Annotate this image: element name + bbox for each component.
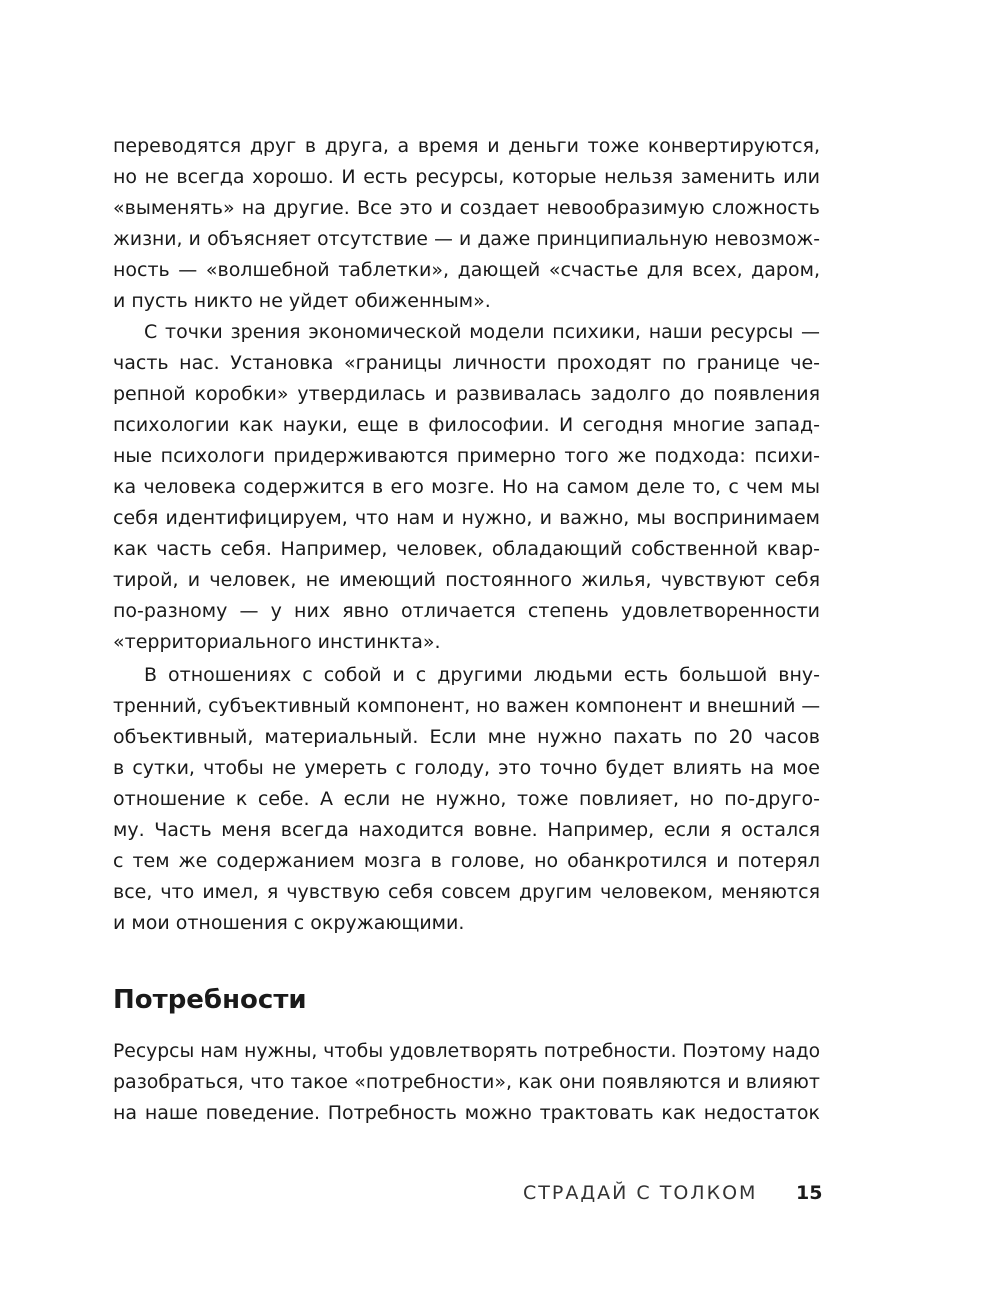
text-line: В отношениях с собой и с другими людьми есть большой вну- [144, 664, 820, 686]
text-line: все, что имел, я чувствую себя совсем другим человеком, меняются [113, 881, 820, 903]
text-line: Ресурсы нам нужны, чтобы удовлетворять потребности. Поэтому надо [113, 1041, 820, 1062]
text-line: тренний, субъективный компонент, но важен компонент и внешний — [113, 696, 820, 717]
text-line: как часть себя. Например, человек, обладающий собственной квар- [113, 538, 820, 560]
text-line: и пусть никто не уйдет обиженным». [113, 290, 491, 312]
text-line: но не всегда хорошо. И есть ресурсы, которые нельзя заменить или [113, 166, 820, 188]
section-heading: Потребности [113, 985, 307, 1015]
text-line: тирой, и человек, не имеющий постоянного жилья, чувствуют себя [113, 569, 820, 591]
text-line: с тем же содержанием мозга в голове, но обанкротился и потерял [113, 850, 820, 872]
text-line: ность — «волшебной таблетки», дающей «счастье для всех, даром, [113, 259, 820, 281]
text-line: себя идентифицируем, что нам и нужно, и важно, мы воспринимаем [113, 507, 820, 529]
paragraph-1 [113, 131, 820, 317]
section-paragraph [113, 1036, 820, 1129]
paragraph-2 [113, 317, 820, 658]
page-number: 15 [796, 1182, 823, 1204]
text-line: и мои отношения с окружающими. [113, 912, 465, 934]
paragraph-3 [113, 660, 820, 939]
text-line: на наше поведение. Потребность можно трактовать как недостаток [113, 1102, 820, 1124]
text-line: С точки зрения экономической модели психики, наши ресурсы — [144, 321, 820, 343]
text-line: по-разному — у них явно отличается степень удовлетворенности [113, 600, 820, 622]
text-line: отношение к себе. А если не нужно, тоже повлияет, но по-друго- [113, 788, 820, 810]
text-line: в сутки, чтобы не умереть с голоду, это точно будет влиять на мое [113, 757, 820, 779]
text-line: «выменять» на другие. Все это и создает невообразимую сложность [113, 197, 820, 219]
text-line: разобраться, что такое «потребности», как они появляются и влияют [113, 1071, 820, 1093]
text-line: часть нас. Установка «границы личности проходят по границе че- [113, 352, 820, 374]
text-line: репной коробки» утвердилась и развивалась задолго до появления [113, 383, 820, 405]
text-line: ные психологи придерживаются примерно того же подхода: психи- [113, 445, 820, 467]
text-line: психологии как науки, еще в философии. И сегодня многие запад- [113, 414, 820, 436]
text-line: жизни, и объясняет отсутствие — и даже принципиальную невозмож- [113, 229, 820, 250]
text-line: ка человека содержится в его мозге. Но на самом деле то, с чем мы [113, 476, 820, 498]
text-line: объективный, материальный. Если мне нужно пахать по 20 часов [113, 726, 820, 748]
text-line: «территориального инстинкта». [113, 631, 441, 653]
text-line: переводятся друг в друга, а время и деньги тоже конвертируются, [113, 135, 820, 157]
running-footer-title: СТРАДАЙ С ТОЛКОМ [523, 1182, 758, 1204]
text-line: му. Часть меня всегда находится вовне. Например, если я остался [113, 819, 820, 841]
